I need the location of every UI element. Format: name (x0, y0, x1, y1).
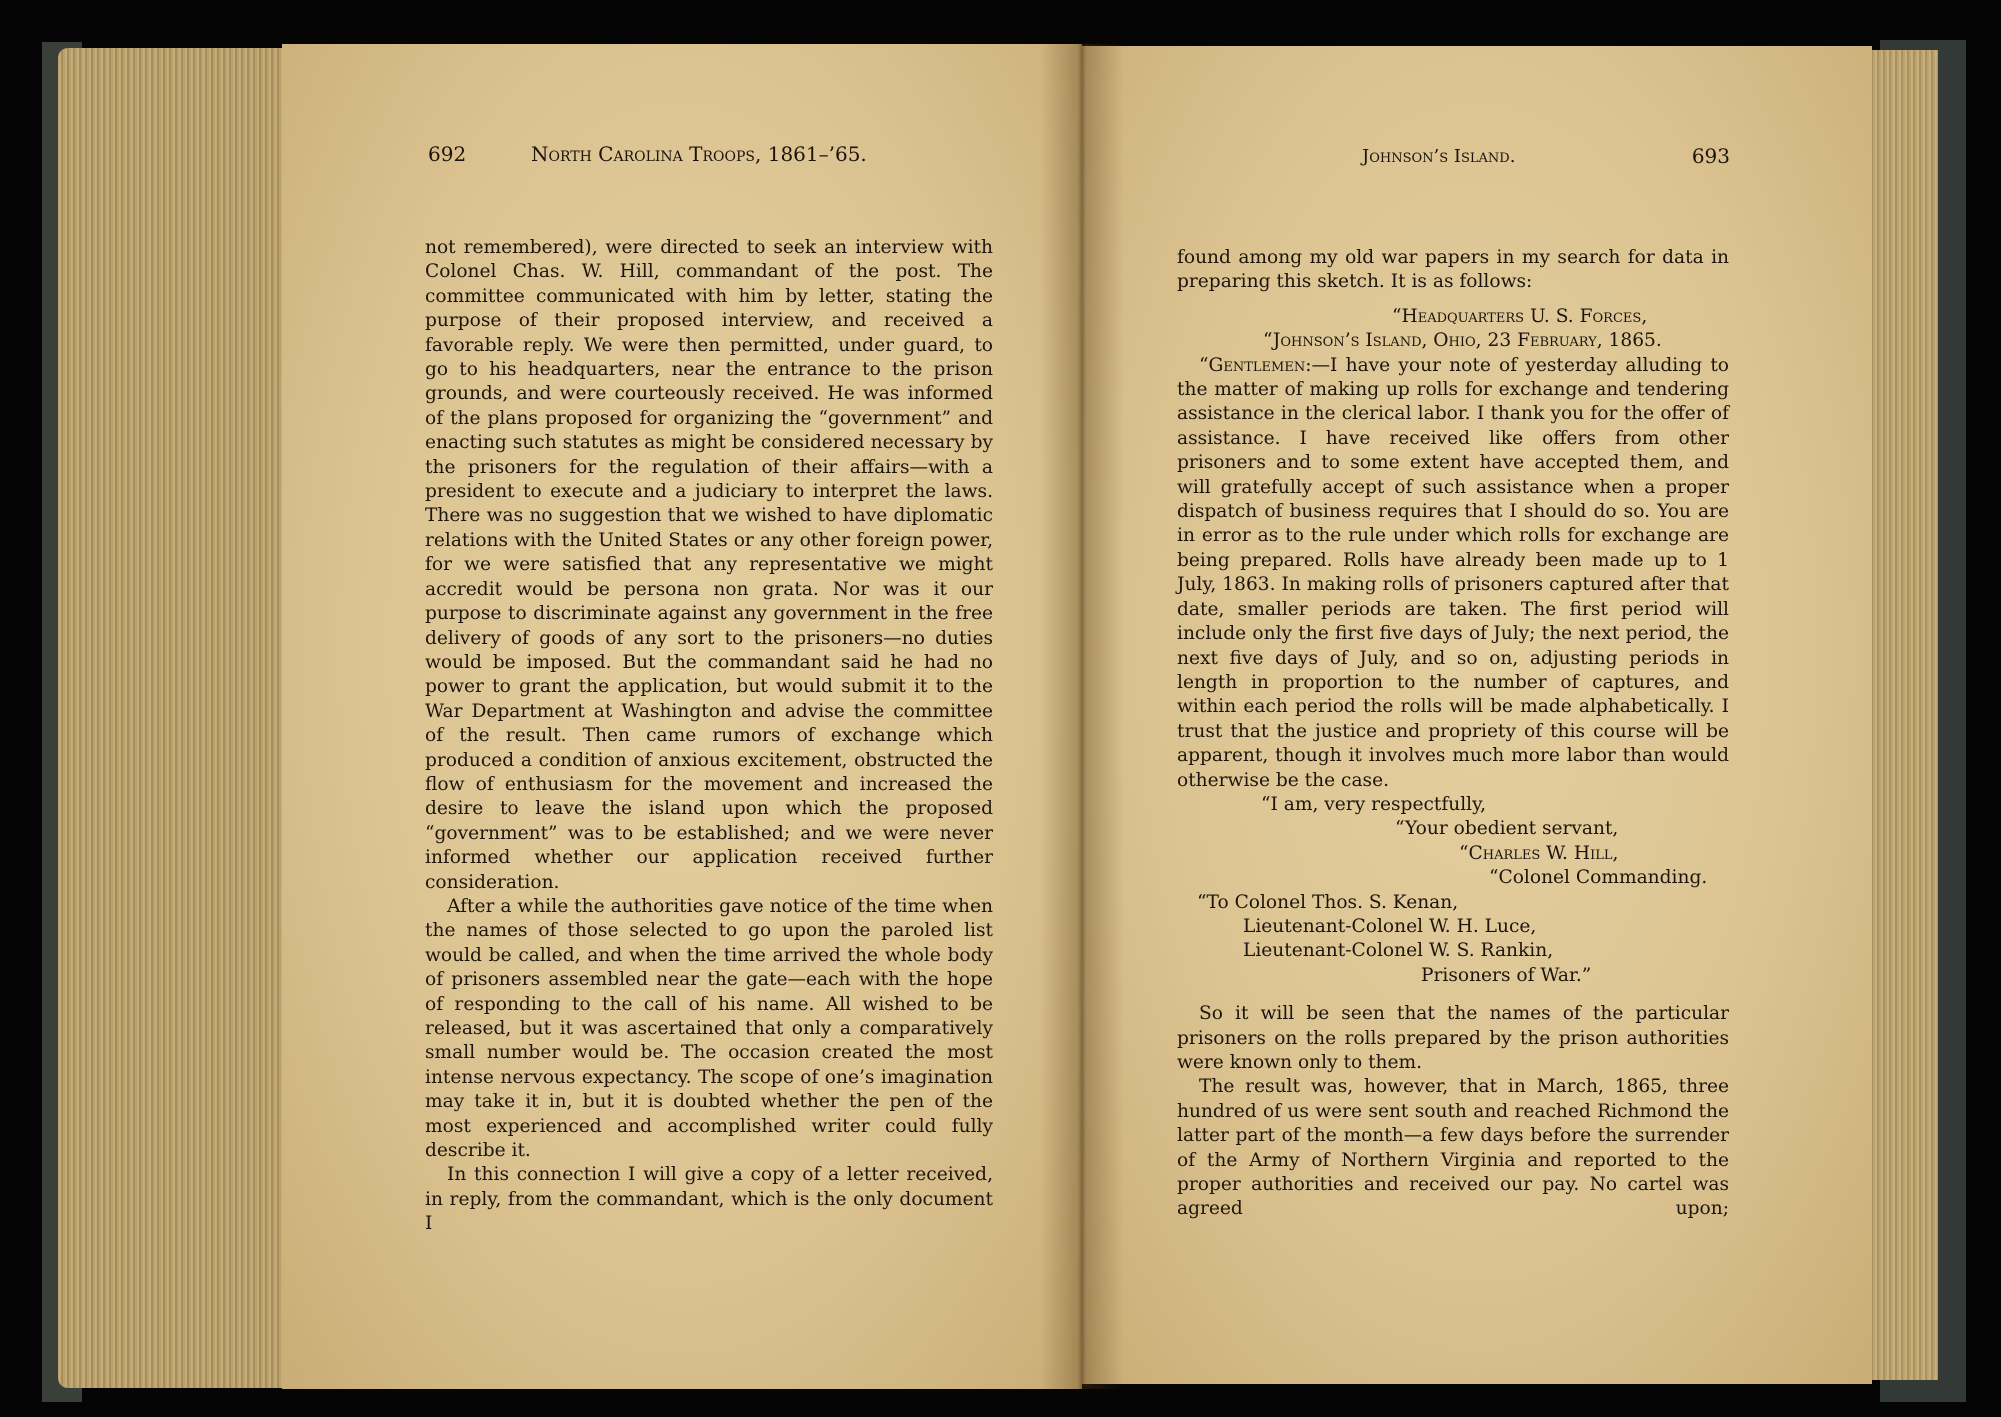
letter-signature: “Charles W. Hill, (1459, 842, 1619, 864)
paragraph: After a while the authorities gave notice of the time when the names of those selected to go upon the paroled list would be called, and when the time arrived the whole body of prisoners assembled near the gate—each with the hope of responding to the call of his name. All wished to be released, but it was ascertained that only a comparatively small number would be. The occasion created the most intense nervous expectancy. The scope of one’s imagination may take it in, but it is doubted whether the pen of the most experienced and accomplished writer could fully describe it. (425, 895, 993, 1162)
letter-addressee: Prisoners of War.” (1421, 964, 1592, 986)
right-page-number: 693 (1691, 144, 1730, 168)
paragraph: not remembered), were directed to seek an interview with Colonel Chas. W. Hill, commandant of the post. The committee communicated with him by letter, stating the purpose of their proposed interview, and received a favorable reply. We were then permitted, under guard, to go to his headquarters, near the entrance to the prison grounds, and were courteously received. He was informed of the plans proposed for organizing the “government” and enacting such statutes as might be considered necessary by the prisoners for the regulation of their affairs—with a president to execute and a judiciary to interpret the laws. There was no suggestion that we wished to have diplomatic relations with the United States or any other foreign power, for we were satisfied that any representative we might accredit would be persona non grata. Nor was it our purpose to discriminate against any government in the free delivery of goods of any sort to the prisoners—no duties would be imposed. But the commandant said he had no power to grant the application, but would submit it to the War Department at Washington and advise the committee of the result. Then came rumors of exchange which produced a condition of anxious excitement, obstructed the flow of enthusiasm for the movement and increased the desire to leave the island upon which the proposed “government” was to be established; and we were never informed whether our application received further consideration. (425, 237, 993, 893)
letter-salutation: “Gentlemen (1199, 354, 1306, 376)
letter-closing-1: “I am, very respectfully, (1261, 793, 1487, 815)
paragraph: In this connection I will give a copy of a letter received, in reply, from the commandant, which is the only document I (425, 1164, 993, 1235)
page-edges-right (1862, 50, 1938, 1380)
letter-signatory-title: “Colonel Commanding. (1489, 867, 1708, 889)
letter-heading-line-2: “Johnson’s Island, Ohio, 23 February, 1865. (1263, 330, 1662, 352)
left-page-number: 692 (428, 142, 467, 166)
letter-body (1177, 354, 1729, 793)
right-running-head: Johnson’s Island. (1362, 146, 1516, 167)
left-running-header (428, 142, 998, 172)
letter-addressee: “To Colonel Thos. S. Kenan, (1197, 891, 1459, 913)
letter-closing-2: “Your obedient servant, (1395, 818, 1619, 840)
letter-addressee: Lieutenant-Colonel W. S. Rankin, (1243, 940, 1554, 962)
left-running-head: North Carolina Troops, 1861–’65. (531, 142, 867, 166)
paragraph: The result was, however, that in March, 1865, three hundred of us were sent south and reached Richmond the latter part of the month—a few days before the surrender of the Army of Northern Virginia and reported to the proper authorities and received our pay. No cartel was agreed upon; (1177, 1076, 1729, 1220)
page-edges-left (58, 48, 290, 1388)
right-page-text (1177, 246, 1729, 1222)
left-page-text (425, 236, 993, 1237)
letter-addressee: Lieutenant-Colonel W. H. Luce, (1243, 915, 1537, 937)
paragraph: So it will be seen that the names of the particular prisoners on the rolls prepared by the prison authorities were known only to them. (1177, 1003, 1729, 1073)
letter-heading-line-1: “Headquarters U. S. Forces, (1392, 305, 1648, 327)
intro-paragraph: found among my old war papers in my search for data in preparing this sketch. It is as follows: (1177, 247, 1729, 293)
letter-body-text: :—I have your note of yesterday alluding to the matter of making up rolls for exchange and tendering assistance in the clerical labor. I thank you for the offer of assistance. I have received like offers from other prisoners and to some extent have accepted them, and will gratefully accept of such assistance when a proper dispatch of business requires that I should do so. You are in error as to the rule under which rolls for exchange are being prepared. Rolls have already been made up to 1 July, 1863. In making rolls of prisoners captured after that date, smaller periods are taken. The first period will include only the first five days of July; the next period, the next five days of July, and so on, adjusting periods in length in proportion to the number of captures, and within each period the rolls will be made alphabetically. I trust that the justice and propriety of this course will be apparent, though it involves much more labor than would otherwise be the case. (1177, 354, 1729, 791)
right-running-header (1180, 142, 1730, 172)
